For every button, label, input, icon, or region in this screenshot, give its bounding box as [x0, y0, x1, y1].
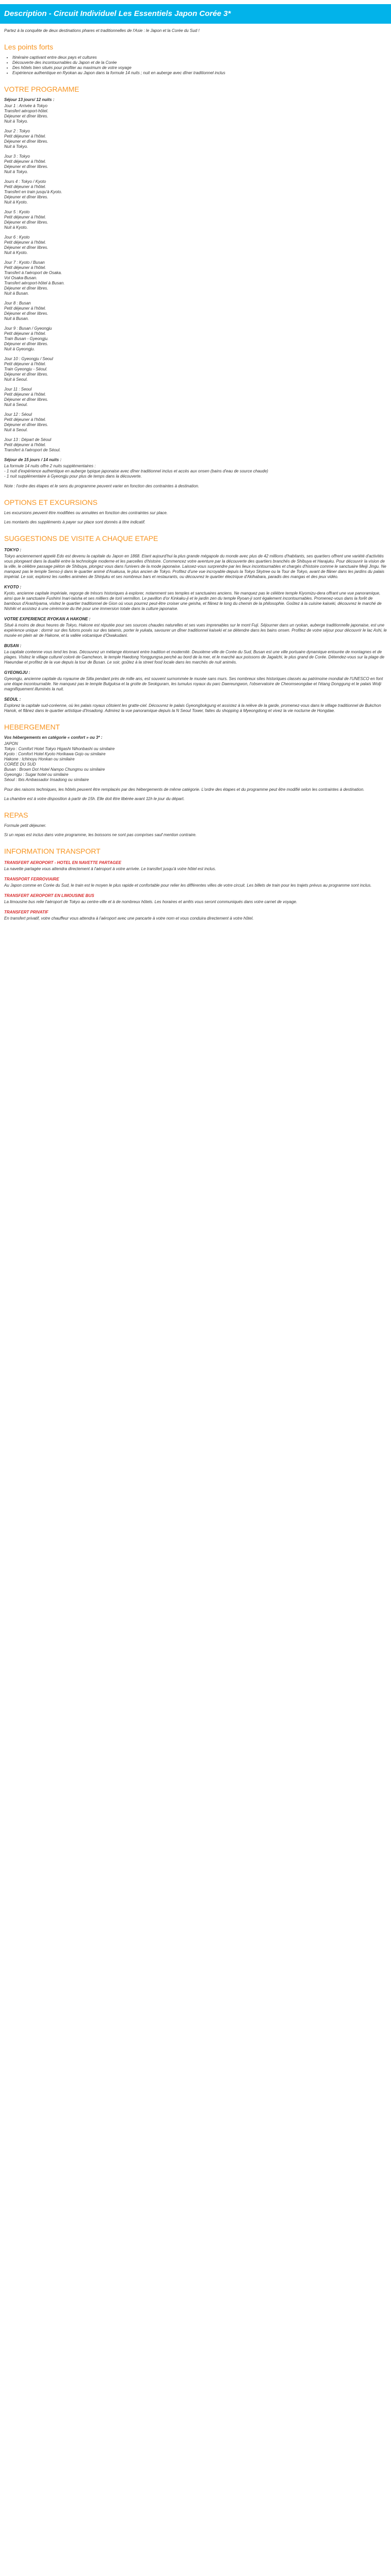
programme-day [4, 437, 387, 453]
day-line: Transfert à l'aéroport de Osaka. [4, 270, 62, 275]
options-line: Les excursions peuvent être modifiées ou annulées en fonction des contraintes sur place. [4, 511, 168, 515]
programme-day [4, 387, 387, 408]
repas-title: REPAS [4, 811, 28, 819]
day-heading: Jour 5 : Kyoto [4, 210, 30, 214]
day-heading: Jour 13 : Départ de Séoul [4, 437, 52, 442]
hebergement-title: HEBERGEMENT [4, 723, 60, 731]
day-heading: Jour 6 : Kyoto [4, 235, 30, 240]
transport-blocks [4, 860, 387, 921]
day-line: Petit déjeuner à l'hôtel. [4, 306, 46, 311]
hebergement-note: Pour des raisons techniques, les hôtels peuvent être remplacés par des hébergements de même catégorie. L'ordre des étapes et du programme peut être modifié selon les contraintes à destination. [4, 787, 365, 792]
day-line: Transfert en train jusqu'à Kyoto. [4, 190, 62, 194]
transport-heading: TRANSFERT PRIVATIF [4, 910, 48, 914]
programme-subtitle-2: Séjour de 15 jours / 14 nuits : [4, 457, 62, 462]
suggestion-text: Explorez la capitale sud-coréenne, où les palais royaux côtoient les gratte-ciel. Découvrez le palais Gyeongbokgung et assistez à la relève de la garde, promenez-vous dans le village traditionnel de Bukchon Hanok, et flânez dans le quartier artistique d'Insadong. Admirez la vue panoramique depuis la N Seoul Tower, faites du shopping à Myeongdong et vivez la vie nocturne de Hongdae. [4, 703, 381, 713]
day-line: Petit déjeuner à l'hôtel. [4, 417, 46, 422]
day-line: Nuit à Seoul. [4, 377, 28, 382]
transport-text: La limousine bus relie l'aéroport de Tokyo au centre-ville et à de nombreux hôtels. Les horaires et arrêts vous seront communiqués dans votre carnet de voyage. [4, 900, 298, 904]
suggestion-text: Gyeongju, ancienne capitale du royaume de Silla pendant près de mille ans, est souvent surnommée le musée sans murs. Ses nombreux sites historiques classés au patrimoine mondial de l'UNESCO en font une étape incontournable. Ne manquez pas le temple Bulguksa et la grotte de Seokguram, les tumulus royaux du parc Daereungwon, l'observatoire de Cheomseongdae et l'étang Donggung et le palais Wolji magnifiquement illuminés la nuit. [4, 676, 383, 691]
repas-line: Si un repas est inclus dans votre programme, les boissons ne sont pas comprises sauf mention contraire. [4, 833, 197, 837]
list-item: • Découverte des incontournables du Japon et de la Corée [12, 60, 387, 65]
programme-day [4, 260, 387, 296]
hebergement-list [4, 741, 387, 783]
day-heading: Jours 4 : Tokyo / Kyoto [4, 179, 46, 184]
suggestions-title: SUGGESTIONS DE VISITE A CHAQUE ETAPE [4, 534, 158, 543]
hotel-line: Hakone : Ichinoyu Honkan ou similaire [4, 757, 75, 761]
day-line: Petit déjeuner à l'hôtel. [4, 443, 46, 447]
programme-day [4, 357, 387, 382]
day-line: Transfert aéroport-hôtel. [4, 109, 48, 113]
day-line: Petit déjeuner à l'hôtel. [4, 392, 46, 397]
day-heading: Jour 9 : Busan / Gyeongju [4, 326, 52, 331]
day-line: Déjeuner et dîner libres. [4, 342, 48, 346]
day-line: Nuit à Kyoto. [4, 225, 28, 230]
day-line: Nuit à Tokyo. [4, 170, 28, 174]
transport-heading: TRANSPORT FERROVIAIRE [4, 877, 59, 882]
day-line: Déjeuner et dîner libres. [4, 422, 48, 427]
hotel-line: JAPON [4, 741, 18, 746]
repas-line: Formule petit déjeuner. [4, 823, 46, 828]
page-content [0, 28, 391, 929]
day-line: Déjeuner et dîner libres. [4, 164, 48, 169]
day-line: Nuit à Seoul. [4, 402, 28, 407]
day-line: Petit déjeuner à l'hôtel. [4, 215, 46, 219]
suggestion-heading: GYEONGJU : [4, 670, 30, 675]
transport-heading: TRANSFERT AEROPORT EN LIMOUSINE BUS [4, 893, 94, 898]
suggestion-heading: KYOTO : [4, 585, 22, 589]
programme-subtitle: Séjour 13 jours/ 12 nuits : [4, 97, 55, 102]
day-line: Déjeuner et dîner libres. [4, 139, 48, 144]
day-line: Déjeuner et dîner libres. [4, 220, 48, 225]
day-line: Petit déjeuner à l'hôtel. [4, 331, 46, 336]
suggestion-text: La capitale coréenne vous tend les bras. Découvrez un mélange étonnant entre tradition et modernité. Deuxième ville de Corée du Sud, Busan est une ville portuaire dynamique entourée de montagnes et de plages. Visitez le village culturel coloré de Gamcheon, le temple Haedong Yonggungsa perché au bord de la mer, et le marché aux poissons de Jagalchi, le plus grand de Corée. Détendez-vous sur la plage de Haeundae et profitez de la vue depuis la tour de Busan. Le soir, goûtez à la street food locale dans les marchés de nuit animés. [4, 650, 385, 665]
day-line: Train Busan - Gyeongju. [4, 336, 49, 341]
programme-day [4, 326, 387, 352]
day-line: Nuit à Seoul. [4, 428, 28, 432]
hotel-line: Gyeongju : Sugar hotel ou similaire [4, 772, 69, 777]
suggestion-heading: VOTRE EXPERIENCE RYOKAN A HAKONE : [4, 617, 91, 621]
variant-line: La formule 14 nuits offre 2 nuits supplémentaires : [4, 464, 96, 468]
programme-day [4, 301, 387, 321]
programme-day [4, 129, 387, 149]
transport-text: La navette partagée vous attendra directement à l'aéroport à votre arrivée. Le transfert jusqu'à votre hôtel est inclus. [4, 867, 216, 871]
day-heading: Jour 11 : Seoul [4, 387, 32, 392]
day-line: Transfert à l'aéroport de Séoul. [4, 448, 61, 452]
day-heading: Jour 8 : Busan [4, 301, 31, 306]
transport-text: Au Japon comme en Corée du Sud, le train est le moyen le plus rapide et confortable pour relier les différentes villes de votre circuit. Les billets de train pour les trajets prévus au programme sont inclus. [4, 883, 372, 888]
day-line: Nuit à Gyeongju. [4, 347, 35, 351]
day-line: Transfert aéroport-hôtel à Busan. [4, 281, 65, 285]
day-line: Nuit à Kyoto. [4, 250, 28, 255]
day-line: Déjeuner et dîner libres. [4, 397, 48, 402]
transport-text: En transfert privatif, votre chauffeur vous attendra à l'aéroport avec une pancarte à votre nom et vous conduira directement à votre hôtel. [4, 916, 254, 921]
day-line: Petit déjeuner à l'hôtel. [4, 184, 46, 189]
suggestion-heading: SEOUL : [4, 697, 21, 702]
hotel-line: Kyoto : Comfort Hotel Kyoto Horikawa Gojo ou similaire [4, 752, 106, 756]
day-heading: Jour 3 : Tokyo [4, 154, 30, 159]
suggestion-text: Situé à moins de deux heures de Tokyo, Hakone est réputée pour ses sources chaudes naturelles et ses vues imprenables sur le mont Fuji. Séjourner dans un ryokan, auberge traditionnelle japonaise, est une expérience unique : dormir sur des futons posés sur des tatamis, porter le yukata, savourer un dîner traditionnel kaiseki et se détendre dans les bains onsen. Profitez de votre séjour pour découvrir le lac Ashi, le musée en plein air de Hakone, et la vallée volcanique d'Owakudani. [4, 623, 387, 638]
hotel-line: CORÉE DU SUD [4, 762, 36, 767]
hotel-line: Tokyo : Comfort Hotel Tokyo Higashi Nihonbashi ou similaire [4, 747, 115, 751]
programme-days [4, 104, 387, 453]
hotel-line: Busan : Brown Dot Hotel Nampo Chungmu ou similaire [4, 767, 105, 772]
day-line: Petit déjeuner à l'hôtel. [4, 362, 46, 366]
suggestion-heading: BUSAN : [4, 643, 22, 648]
transport-title: INFORMATION TRANSPORT [4, 847, 101, 855]
list-item: • Des hôtels bien situés pour profiter au maximum de votre voyage [12, 65, 387, 71]
day-line: Déjeuner et dîner libres. [4, 245, 48, 250]
hotel-line: Séoul : Ibis Ambassador Insadong ou similaire [4, 777, 89, 782]
suggestion-blocks [4, 548, 387, 714]
list-item: • Itinéraire captivant entre deux pays et cultures [12, 55, 387, 60]
day-heading: Jour 12 : Séoul [4, 412, 32, 417]
points-forts-title: Les points forts [4, 43, 53, 51]
day-heading: Jour 2 : Tokyo [4, 129, 30, 133]
day-line: Déjeuner et dîner libres. [4, 311, 48, 316]
intro-text: Partez à la conquête de deux destinations phares et traditionnelles de l'Asie : le Japon et la Corée du Sud ! [4, 28, 200, 33]
variant-line: - 1 nuit d'expérience authentique en auberge typique japonaise avec dîner traditionnel inclus et accès aux onsen (bains d'eau de source chaude) [4, 469, 268, 473]
day-line: Nuit à Busan. [4, 291, 29, 296]
day-line: Petit déjeuner à l'hôtel. [4, 159, 46, 164]
suggestion-text: Tokyo anciennement appelé Edo est devenu la capitale du Japon en 1868. Etant aujourd'hui la plus grande mégapole du monde avec plus de 42 millions d'habitants, ses quartiers offrent une variété d'activités vous plongeant dans la dualité entre la technologie moderne et les parcelles d'histoire. Commencez votre aventure par la découverte des quartiers branchés de Shibuya et Harajuku. Pour découvrir la vision de la ville, le célèbre passage piéton de Shibuya, plongez vous dans l'univers de la mode japonaise. Laissez-vous surprendre par les lieux incontournables et chargés d'histoire comme le sanctuaire Meiji Jingu. Ne manquez pas le temple Senso-ji dans le quartier animé d'Asakusa, le plus ancien de Tokyo. Profitez d'une vue incroyable depuis la Tokyo Skytree ou la Tour de Tokyo, avant de flâner dans les jardins du palais impérial. Le soir, explorez les ruelles animées de Shinjuku et ses nombreux bars et restaurants, ou découvrez le quartier électrique d'Akihabara, paradis des mangas et des jeux vidéo. [4, 554, 386, 579]
day-line: Petit déjeuner à l'hôtel. [4, 134, 46, 139]
day-line: Petit déjeuner à l'hôtel. [4, 240, 46, 245]
day-line: Déjeuner et dîner libres. [4, 286, 48, 291]
day-heading: Jour 1 : Arrivée à Tokyo [4, 104, 47, 108]
transport-heading: TRANSFERT AEROPORT - HOTEL EN NAVETTE PARTAGEE [4, 860, 122, 865]
day-heading: Jour 10 : Gyeongju / Seoul [4, 357, 53, 361]
day-line: Nuit à Busan. [4, 316, 29, 321]
day-line: Déjeuner et dîner libres. [4, 195, 48, 199]
hebergement-subtitle: Vos hébergements en catégorie « confort » ou 3* : [4, 735, 103, 740]
day-line: Petit déjeuner à l'hôtel. [4, 265, 46, 270]
day-line: Déjeuner et dîner libres. [4, 114, 48, 118]
title-banner: Description - Circuit Individuel Les Essentiels Japon Corée 3* [0, 4, 391, 24]
programme-day [4, 210, 387, 230]
programme-title: VOTRE PROGRAMME [4, 85, 79, 93]
day-line: Nuit à Tokyo. [4, 144, 28, 149]
programme-day [4, 412, 387, 433]
options-title: OPTIONS ET EXCURSIONS [4, 498, 97, 506]
points-forts-list [12, 55, 387, 76]
day-line: Nuit à Tokyo. [4, 119, 28, 124]
hebergement-checkin: La chambre est à votre disposition à partir de 15h. Elle doit être libérée avant 11h le jour du départ. [4, 796, 185, 801]
programme-note: Note : l'ordre des étapes et le sens du programme peuvent varier en fonction des contraintes à destination. [4, 484, 200, 488]
day-line: Vol Osaka-Busan. [4, 276, 38, 280]
suggestion-text: Kyoto, ancienne capitale impériale, regorge de trésors historiques à explorer, notamment ses temples et sanctuaires anciens. Ne manquez pas le célèbre temple Kiyomizu-dera offrant une vue panoramique, ainsi que le sanctuaire Fushimi Inari-taisha et ses milliers de torii vermillon. Le pavillon d'or Kinkaku-ji et le jardin zen du temple Ryoan-ji sont également incontournables. Promenez-vous dans la forêt de bambous d'Arashiyama, visitez le quartier traditionnel de Gion où vous pourrez peut-être croiser une geisha, et flânez le long du chemin de la philosophie. Goûtez à la cuisine kaiseki, découvrez le marché de Nishiki et assistez à une cérémonie du thé pour une immersion totale dans la culture japonaise. [4, 591, 382, 611]
suggestion-heading: TOKYO : [4, 548, 22, 552]
programme-day [4, 154, 387, 175]
variant-block [4, 464, 387, 479]
day-line: Train Gyeongju - Séoul. [4, 367, 47, 371]
list-item: • Expérience authentique en Ryokan au Japon dans la formule 14 nuits ; nuit en auberge avec dîner traditionnel inclus [12, 71, 387, 76]
day-heading: Jour 7 : Kyoto / Busan [4, 260, 45, 265]
programme-day [4, 179, 387, 205]
variant-line: - 1 nuit supplémentaire à Gyeongju pour plus de temps dans la découverte. [4, 474, 142, 479]
options-line: Les montants des suppléments à payer sur place sont donnés à titre indicatif. [4, 520, 145, 524]
day-line: Déjeuner et dîner libres. [4, 372, 48, 377]
day-line: Nuit à Kyoto. [4, 200, 28, 205]
programme-day [4, 104, 387, 124]
programme-day [4, 235, 387, 256]
